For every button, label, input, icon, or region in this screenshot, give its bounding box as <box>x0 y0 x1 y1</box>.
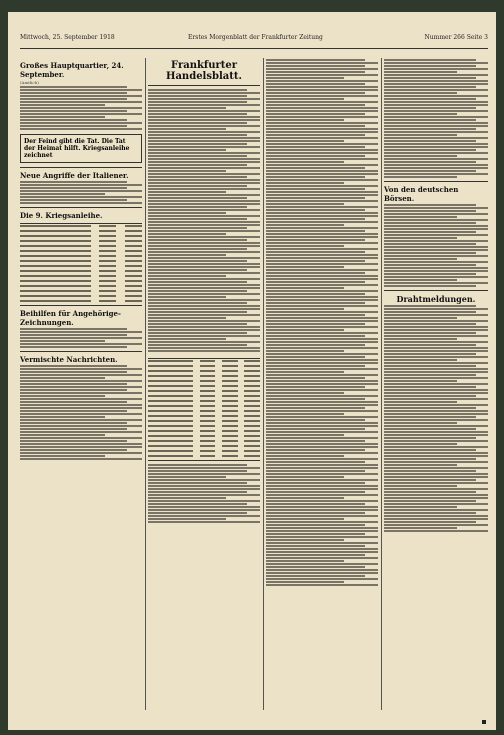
section-hq-subtitle: (Amtlich) <box>20 80 39 85</box>
header-publication: Erstes Morgenblatt der Frankfurter Zeitung <box>188 34 323 41</box>
financial-table <box>148 358 260 461</box>
ad-text: Der Feind gibt die Tat. Die Tat der Heimat hilft. Kriegsanleihe zeichnet <box>24 138 130 159</box>
header-rule <box>20 48 488 49</box>
handelsblatt-masthead: Frankfurter Handelsblatt. <box>166 60 242 82</box>
war-bond-advertisement <box>20 134 142 163</box>
newspaper-page <box>8 12 496 730</box>
section-hq-title: Großes Hauptquartier, 24. September. <box>20 61 124 79</box>
section-war-bond-title: Die 9. Kriegsanleihe. <box>20 211 103 220</box>
war-bond-table <box>20 223 142 306</box>
section-italians-title: Neue Angriffe der Italiener. <box>20 171 129 180</box>
column-2 <box>148 58 260 710</box>
corner-marker <box>482 720 486 724</box>
column-1 <box>20 58 142 710</box>
column-3 <box>266 58 378 710</box>
column-4 <box>384 58 488 710</box>
header-page-number: Nummer 266 Seite 3 <box>424 34 488 41</box>
section-stock-exchanges-title: Von den deutschen Börsen. <box>384 185 459 203</box>
section-telegrams-title: Drahtmeldungen. <box>396 294 476 304</box>
section-benefits-title: Beihilfen für Angehörige-Zeichnungen. <box>20 309 121 327</box>
header-date: Mittwoch, 25. September 1918 <box>20 34 115 41</box>
page-header <box>20 32 488 46</box>
section-misc-title: Vermischte Nachrichten. <box>20 355 118 364</box>
